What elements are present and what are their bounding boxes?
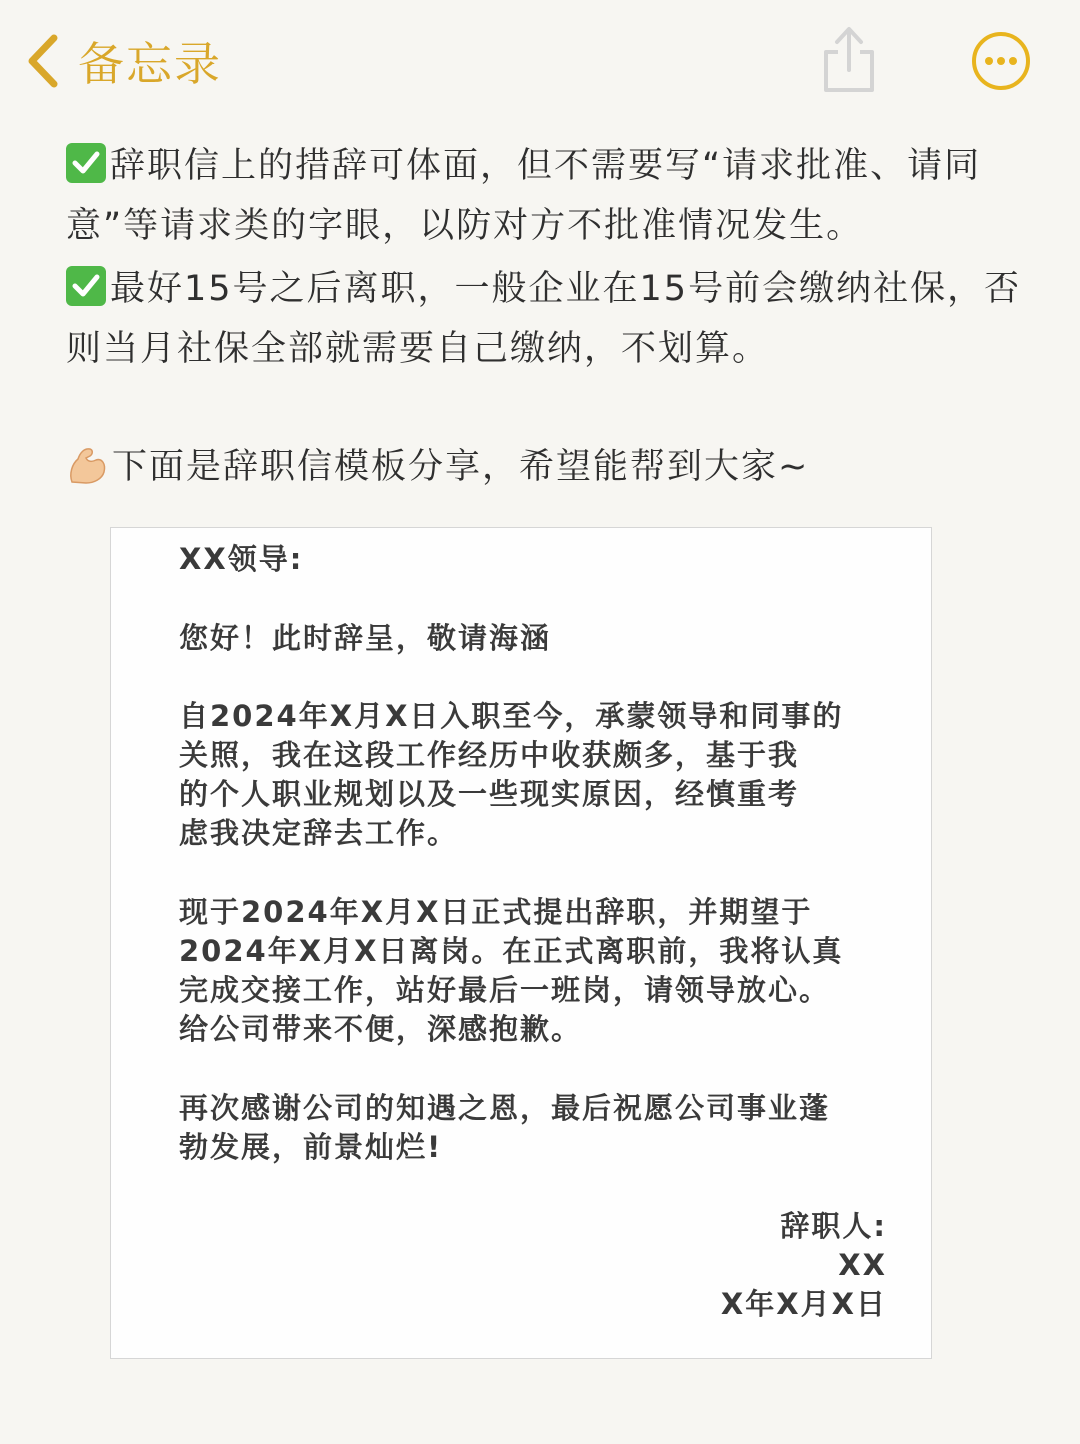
more-button[interactable] bbox=[970, 30, 1032, 92]
letter-signature-date: X年X月X日 bbox=[720, 1287, 887, 1321]
flexed-biceps-icon bbox=[66, 444, 108, 486]
letter-body-paragraph-1: 自2024年X月X日入职至今，承蒙领导和同事的 关照，我在这段工作经历中收获颇多，基于我 的个人职业规划以及一些现实原因，经慎重考 虑我决定辞去工作。 bbox=[179, 699, 844, 850]
share-icon bbox=[818, 81, 880, 100]
letter-signature-label: 辞职人: bbox=[780, 1209, 887, 1243]
navigation-bar bbox=[0, 0, 1080, 120]
letter-greeting: 您好！此时辞呈，敬请海涵 bbox=[179, 621, 552, 655]
letter-body-paragraph-2: 现于2024年X月X日正式提出辞职，并期望于 2024年X月X日离岗。在正式离职前，我将认真 完成交接工作，站好最后一班岗，请领导放心。 给公司带来不便，深感抱歉。 bbox=[179, 895, 844, 1046]
note-paragraph bbox=[66, 437, 1026, 497]
note-content bbox=[66, 136, 1026, 497]
letter-signature-name: XX bbox=[838, 1248, 887, 1282]
note-paragraph bbox=[66, 259, 1026, 379]
share-button[interactable] bbox=[818, 22, 880, 96]
note-paragraph-text: 最好15号之后离职，一般企业在15号前会缴纳社保，否则当月社保全部就需要自己缴纳，不划算。 bbox=[66, 269, 1022, 369]
check-mark-icon bbox=[66, 143, 106, 183]
more-ellipsis-icon bbox=[970, 77, 1032, 96]
resignation-letter-image bbox=[110, 527, 932, 1359]
letter-salutation: XX领导: bbox=[179, 542, 304, 576]
note-paragraph-text: 下面是辞职信模板分享，希望能帮到大家~ bbox=[112, 447, 810, 487]
check-mark-icon bbox=[66, 266, 106, 306]
note-paragraph-text: 辞职信上的措辞可体面，但不需要写“请求批准、请同意”等请求类的字眼，以防对方不批准情况发生。 bbox=[66, 146, 982, 246]
note-paragraph bbox=[66, 136, 1026, 256]
back-label: 备忘录 bbox=[78, 37, 222, 91]
back-button[interactable] bbox=[22, 30, 222, 92]
letter-body-paragraph-3: 再次感谢公司的知遇之恩，最后祝愿公司事业蓬 勃发展，前景灿烂! bbox=[179, 1091, 831, 1164]
chevron-left-icon bbox=[22, 30, 66, 92]
